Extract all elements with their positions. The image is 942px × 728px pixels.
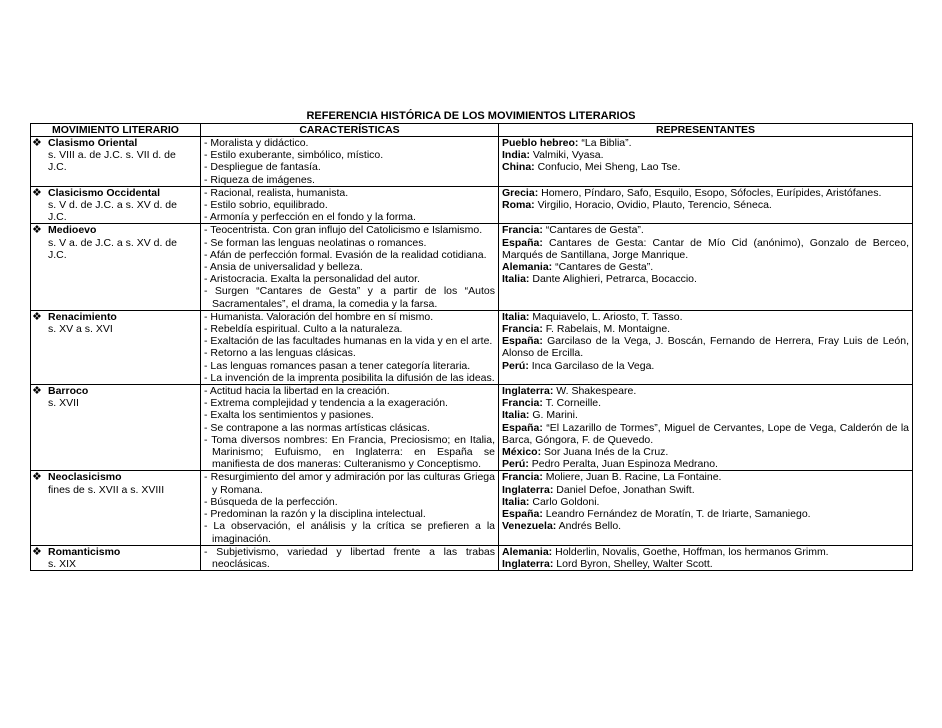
table-row: [31, 471, 913, 545]
diamond-bullet-icon: ❖: [32, 545, 42, 558]
characteristic-item: - Exaltación de las facultades humanas en la vida y en el arte.: [204, 335, 495, 347]
movement-info: [34, 311, 197, 335]
representatives-cell: [499, 385, 913, 471]
representative-country: México:: [502, 446, 542, 459]
representative-entry: [502, 458, 909, 470]
representative-country: Inglaterra:: [502, 483, 554, 496]
representatives-cell: [499, 186, 913, 224]
movement-period: s. V d. de J.C. a s. XV d. de J.C.: [48, 199, 177, 224]
representatives-cell: [499, 137, 913, 187]
representative-entry: [502, 273, 909, 285]
representative-country: España:: [502, 236, 543, 249]
characteristic-item: - Extrema complejidad y tendencia a la exageración.: [204, 397, 495, 409]
movement-cell: [31, 385, 201, 471]
representative-entry: [502, 385, 909, 397]
representative-country: España:: [502, 335, 543, 348]
representative-names: Pedro Peralta, Juan Espinoza Medrano.: [531, 458, 718, 471]
representative-names: Homero, Píndaro, Safo, Esquilo, Esopo, Sófocles, Eurípides, Aristófanes.: [541, 186, 882, 199]
characteristic-item: - Despliegue de fantasía.: [204, 161, 495, 173]
characteristic-item: - Retorno a las lenguas clásicas.: [204, 347, 495, 359]
diamond-bullet-icon: ❖: [32, 186, 42, 199]
characteristic-item: - Actitud hacia la libertad en la creación.: [204, 385, 495, 397]
representatives-cell: [499, 310, 913, 384]
representative-names: F. Rabelais, M. Montaigne.: [545, 323, 671, 336]
movement-cell: [31, 137, 201, 187]
characteristic-item: - Afán de perfección formal. Evasión de la realidad cotidiana.: [204, 249, 495, 261]
representative-country: Italia:: [502, 273, 530, 286]
representative-names: Garcilaso de la Vega, J. Boscán, Fernando de Herrera, Fray Luis de León, Alonso de Ercilla.: [502, 335, 909, 360]
characteristic-item: - Moralista y didáctico.: [204, 137, 495, 149]
representative-entry: [502, 323, 909, 335]
representative-country: Francia:: [502, 323, 543, 336]
characteristic-item: - Riqueza de imágenes.: [204, 174, 495, 186]
representative-names: “Cantares de Gesta”.: [545, 224, 644, 237]
characteristics-cell: [201, 224, 499, 310]
representative-names: Cantares de Gesta: Cantar de Mío Cid (anónimo), Gonzalo de Berceo, Marqués de Santillana, Jorge Manrique.: [502, 236, 909, 261]
movement-period: s. VIII a. de J.C. s. VII d. de J.C.: [48, 149, 176, 174]
movement-cell: [31, 224, 201, 310]
characteristic-item: - Se contrapone a las normas artísticas clásicas.: [204, 422, 495, 434]
representative-names: Carlo Goldoni.: [532, 495, 600, 508]
characteristic-item: - Búsqueda de la perfección.: [204, 496, 495, 508]
representatives-cell: [499, 471, 913, 545]
representative-names: Maquiavelo, L. Ariosto, T. Tasso.: [532, 310, 683, 323]
characteristic-item: - Estilo exuberante, simbólico, místico.: [204, 149, 495, 161]
representative-country: Italia:: [502, 409, 530, 422]
movement-name: Barroco: [48, 385, 89, 398]
representative-entry: [502, 237, 909, 261]
representative-names: G. Marini.: [532, 409, 578, 422]
table-row: [31, 137, 913, 187]
representative-country: Alemania:: [502, 261, 553, 274]
representative-names: Andrés Bello.: [558, 520, 622, 533]
representative-names: Daniel Defoe, Jonathan Swift.: [556, 483, 695, 496]
representative-names: Leandro Fernández de Moratín, T. de Iriarte, Samaniego.: [545, 508, 811, 521]
representative-country: Perú:: [502, 359, 529, 372]
representative-entry: [502, 161, 909, 173]
characteristic-item: - Subjetivismo, variedad y libertad frente a las trabas neoclásicas.: [204, 546, 495, 570]
document-title: REFERENCIA HISTÓRICA DE LOS MOVIMIENTOS LITERARIOS: [306, 110, 636, 122]
table-row: [31, 545, 913, 570]
representative-country: China:: [502, 161, 535, 174]
characteristic-item: - Estilo sobrio, equilibrado.: [204, 199, 495, 211]
characteristics-cell: [201, 137, 499, 187]
characteristics-cell: [201, 186, 499, 224]
characteristic-item: - Toma diversos nombres: En Francia, Preciosismo; en Italia, Marinismo; Eufuismo, en Inglaterra: en España se manifiesta de dos maneras: Culteranismo y Conceptismo.: [204, 434, 495, 471]
table-row: [31, 385, 913, 471]
representative-country: España:: [502, 421, 543, 434]
table-row: [31, 224, 913, 310]
representative-country: Alemania:: [502, 545, 553, 558]
table-row: [31, 186, 913, 224]
diamond-bullet-icon: ❖: [32, 471, 42, 484]
movement-name: Renacimiento: [48, 310, 117, 323]
characteristic-item: - Predominan la razón y la disciplina intelectual.: [204, 508, 495, 520]
representative-entry: [502, 224, 909, 236]
movement-info: [34, 471, 197, 495]
characteristic-item: - Ansia de universalidad y belleza.: [204, 261, 495, 273]
movement-period: s. XV a s. XVI: [48, 323, 113, 336]
representative-entry: [502, 471, 909, 483]
representative-country: Perú:: [502, 458, 529, 471]
header-movement: MOVIMIENTO LITERARIO: [31, 124, 201, 137]
movement-period: s. XIX: [48, 557, 77, 570]
diamond-bullet-icon: ❖: [32, 137, 42, 149]
representative-entry: [502, 496, 909, 508]
representative-names: “Cantares de Gesta”.: [555, 261, 654, 274]
representative-country: Italia:: [502, 495, 530, 508]
movement-name: Medioevo: [48, 224, 97, 237]
representative-names: “El Lazarillo de Tormes”, Miguel de Cervantes, Lope de Vega, Calderón de la Barca, Góngora, F. de Quevedo.: [502, 421, 910, 446]
representative-names: Dante Alighieri, Petrarca, Bocaccio.: [532, 273, 697, 286]
representative-names: Lord Byron, Shelley, Walter Scott.: [556, 557, 713, 570]
representative-entry: [502, 335, 909, 359]
representative-entry: [502, 422, 909, 446]
representative-country: Pueblo hebreo:: [502, 137, 579, 149]
diamond-bullet-icon: ❖: [32, 224, 42, 237]
movement-period: s. XVII: [48, 397, 79, 410]
representative-names: Virgilio, Horacio, Ovidio, Plauto, Terencio, Séneca.: [537, 199, 772, 212]
representatives-cell: [499, 545, 913, 570]
representative-entry: [502, 446, 909, 458]
header-representatives: REPRESENTANTES: [499, 124, 913, 137]
movements-table: [30, 123, 913, 571]
representative-country: España:: [502, 508, 543, 521]
characteristic-item: - Aristocracia. Exalta la personalidad del autor.: [204, 273, 495, 285]
table-header-row: [31, 124, 913, 137]
characteristic-item: - Se forman las lenguas neolatinas o romances.: [204, 237, 495, 249]
movement-info: [34, 385, 197, 409]
movement-info: [34, 137, 197, 174]
representative-names: Moliere, Juan B. Racine, La Fontaine.: [545, 471, 722, 484]
movement-name: Neoclasicismo: [48, 471, 122, 484]
representative-entry: [502, 409, 909, 421]
characteristic-item: - Armonía y perfección en el fondo y la forma.: [204, 211, 495, 223]
representative-names: “La Biblia”.: [581, 137, 632, 149]
representative-country: Venezuela:: [502, 520, 557, 533]
movement-name: Clasicismo Occidental: [48, 186, 161, 199]
representative-names: Sor Juana Inés de la Cruz.: [544, 446, 669, 459]
movement-info: [34, 224, 197, 261]
representative-country: Francia:: [502, 397, 543, 410]
movement-name: Romanticismo: [48, 545, 121, 558]
movement-name: Clasismo Oriental: [48, 137, 138, 149]
characteristic-item: - Exalta los sentimientos y pasiones.: [204, 409, 495, 421]
movement-info: [34, 546, 197, 570]
representative-entry: [502, 360, 909, 372]
representative-entry: [502, 149, 909, 161]
diamond-bullet-icon: ❖: [32, 385, 42, 398]
movement-cell: [31, 186, 201, 224]
characteristic-item: - Rebeldía espiritual. Culto a la naturaleza.: [204, 323, 495, 335]
characteristic-item: - La invención de la imprenta posibilita la difusión de las ideas.: [204, 372, 495, 384]
representative-entry: [502, 311, 909, 323]
movement-period: fines de s. XVII a s. XVIII: [48, 483, 165, 496]
representative-names: Holderlin, Novalis, Goethe, Hoffman, los hermanos Grimm.: [555, 545, 829, 558]
movement-cell: [31, 545, 201, 570]
movement-period: s. V a. de J.C. a s. XV d. de J.C.: [48, 236, 177, 261]
representative-entry: [502, 397, 909, 409]
representative-country: Inglaterra:: [502, 385, 554, 398]
characteristic-item: - Teocentrista. Con gran influjo del Catolicismo e Islamismo.: [204, 224, 495, 236]
representative-entry: [502, 137, 909, 149]
representative-country: Italia:: [502, 310, 530, 323]
characteristic-item: - Racional, realista, humanista.: [204, 187, 495, 199]
characteristics-cell: [201, 310, 499, 384]
representative-names: Inca Garcilaso de la Vega.: [531, 359, 655, 372]
characteristics-cell: [201, 385, 499, 471]
characteristics-cell: [201, 471, 499, 545]
representative-entry: [502, 546, 909, 558]
representative-entry: [502, 558, 909, 570]
representative-names: T. Corneille.: [545, 397, 602, 410]
representative-names: Valmiki, Vyasa.: [532, 149, 604, 162]
characteristic-item: - Resurgimiento del amor y admiración por las culturas Griega y Romana.: [204, 471, 495, 495]
characteristic-item: - Surgen “Cantares de Gesta” y a partir de los “Autos Sacramentales”, el drama, la comedia y la farsa.: [204, 285, 495, 309]
representative-entry: [502, 187, 909, 199]
characteristic-item: - Humanista. Valoración del hombre en sí mismo.: [204, 311, 495, 323]
representative-entry: [502, 484, 909, 496]
representative-country: Grecia:: [502, 186, 539, 199]
representative-country: Roma:: [502, 199, 535, 212]
representative-names: Confucio, Mei Sheng, Lao Tse.: [537, 161, 681, 174]
representative-names: W. Shakespeare.: [556, 385, 637, 398]
representative-entry: [502, 261, 909, 273]
representative-entry: [502, 508, 909, 520]
representative-country: Francia:: [502, 471, 543, 484]
representative-country: Inglaterra:: [502, 557, 554, 570]
table-row: [31, 310, 913, 384]
representative-entry: [502, 520, 909, 532]
movement-info: [34, 187, 197, 224]
representatives-cell: [499, 224, 913, 310]
representative-country: India:: [502, 149, 530, 162]
characteristic-item: - La observación, el análisis y la crítica se prefieren a la imaginación.: [204, 520, 495, 544]
movement-cell: [31, 471, 201, 545]
representative-country: Francia:: [502, 224, 543, 237]
characteristics-cell: [201, 545, 499, 570]
diamond-bullet-icon: ❖: [32, 310, 42, 323]
header-characteristics: CARACTERÍSTICAS: [201, 124, 499, 137]
movement-cell: [31, 310, 201, 384]
characteristic-item: - Las lenguas romances pasan a tener categoría literaria.: [204, 360, 495, 372]
representative-entry: [502, 199, 909, 211]
